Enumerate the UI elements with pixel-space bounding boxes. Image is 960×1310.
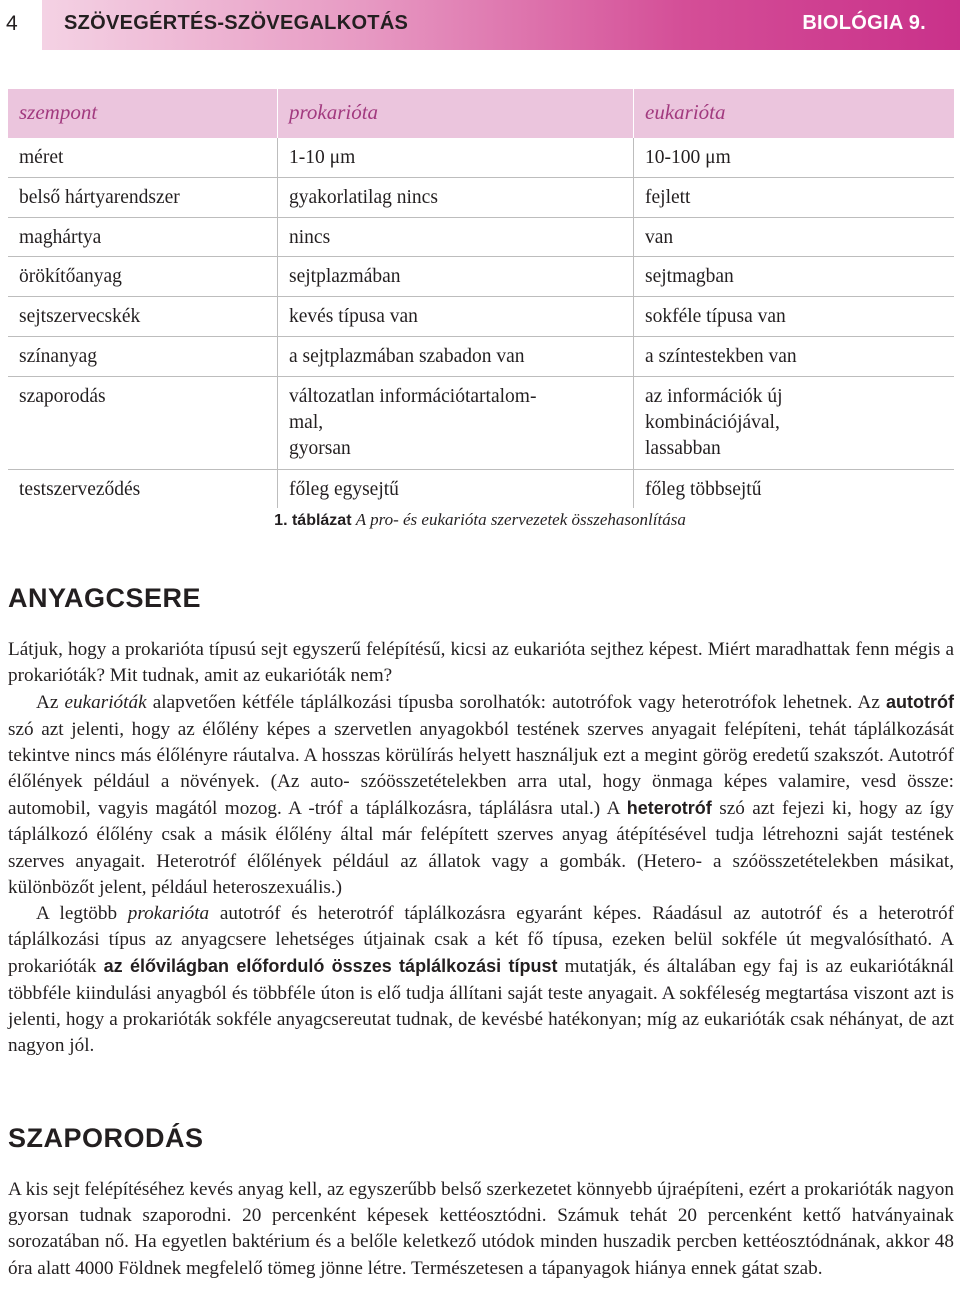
running-title: SZÖVEGÉRTÉS-SZÖVEGALKOTÁS bbox=[64, 12, 409, 34]
table-cell: nincs bbox=[278, 218, 634, 256]
section-szaporodas-body bbox=[8, 1177, 954, 1282]
table-row bbox=[8, 138, 954, 178]
paragraph: Látjuk, hogy a prokarióta típusú sejt egyszerű felépítésű, kicsi az eukarióta sejthez képest. Miért maradhattak fenn mégis a prokarióták? Mit tudnak, amit az eukarióták nem? bbox=[8, 639, 954, 687]
emphasis: eukarióták bbox=[64, 692, 147, 714]
text-run: szó azt fejezi ki, hogy az így táplálkozó élőlény csak a másik élőlény által már felépített szerves anyag átépítésével tudja létrehozni saját testének szerves anyagait. Heterotróf élőlények például az állatok vagy a gombák. (Hetero- a szóösszetételekben másikat, különbözőt jelent, például heteroszexuális.) bbox=[8, 798, 954, 898]
table-cell: maghártya bbox=[8, 218, 278, 256]
table-cell: az információk új kombinációjával, lassabban bbox=[645, 386, 783, 459]
table-cell: sokféle típusa van bbox=[645, 306, 786, 327]
table-cell: főleg többsejtű bbox=[645, 479, 762, 500]
table-cell: testszerveződés bbox=[8, 470, 278, 508]
term-autotrof: autotróf bbox=[886, 692, 955, 713]
table-cell: a sejtplazmában szabadon van bbox=[278, 337, 634, 376]
table-cell: színanyag bbox=[8, 337, 278, 376]
table-row bbox=[8, 470, 954, 508]
table-cell: szaporodás bbox=[8, 377, 278, 469]
table-cell: 10-100 μm bbox=[645, 147, 731, 168]
table-row bbox=[8, 297, 954, 337]
table-cell: sejtplazmában bbox=[278, 257, 634, 296]
page-header bbox=[0, 0, 960, 50]
paragraph: A kis sejt felépítéséhez kevés anyag kell, az egyszerűbb belső szerkezetet könnyebb újraépíteni, ezért a prokarióták nagyon gyorsan tudnak szaporodni. 20 percenként képesek kettéosztódni. Számuk tehát 20 percenként kettő hatványainak sorozatában nő. Ha egyetlen baktérium és a belőle keletkező utódok minden huszadik percben kettéosztódnának, akkor 48 óra alatt 4000 Földnek megfelelő tömeg jönne létre. Természetesen a tápanyagok hiánya ennek gátat szab. bbox=[8, 1179, 954, 1279]
table-cell: méret bbox=[8, 138, 278, 177]
emphasis: prokarióta bbox=[127, 903, 210, 925]
table-caption bbox=[0, 510, 960, 530]
text-run: A legtöbb bbox=[36, 903, 128, 925]
text-run: Az bbox=[36, 692, 65, 714]
table-cell: sejtmagban bbox=[645, 266, 734, 287]
table-header-row bbox=[8, 89, 954, 138]
table-cell: belső hártyarendszer bbox=[8, 178, 278, 217]
caption-label: 1. táblázat bbox=[274, 512, 352, 529]
table-cell: van bbox=[645, 227, 674, 248]
page-number: 4 bbox=[6, 12, 18, 35]
table-cell: örökítőanyag bbox=[8, 257, 278, 296]
section-title-anyagcsere: ANYAGCSERE bbox=[8, 583, 202, 613]
paragraph bbox=[8, 689, 954, 901]
table-cell: gyakorlatilag nincs bbox=[278, 178, 634, 217]
table-cell: főleg egysejtű bbox=[278, 470, 634, 508]
text-run: autotróf és heterotróf táplálkozásra egyaránt képes. Ráadásul az autotróf és a heterotróf táplálkozási típus az anyagcsere lehetséges útjainak csak a két fő típusa, ezeken belül sokféle út megvalósítható. A prokarióták bbox=[8, 903, 954, 978]
table-cell: változatlan információtartalom- mal, gyorsan bbox=[278, 377, 634, 469]
text-run: alapvetően kétféle táplálkozási típusba sorolhatók: autotrófok vagy heterotrófok lehetnek. Az bbox=[146, 692, 887, 714]
table-cell: a színtestekben van bbox=[645, 346, 797, 367]
table-row bbox=[8, 257, 954, 297]
table-header-cell: prokarióta bbox=[278, 89, 634, 138]
table-row bbox=[8, 178, 954, 218]
table-row bbox=[8, 377, 954, 470]
table-cell: 1-10 μm bbox=[278, 138, 634, 177]
section-anyagcsere-body bbox=[8, 637, 954, 1059]
table-header-cell: szempont bbox=[8, 89, 278, 138]
table-row bbox=[8, 337, 954, 377]
term-heterotrof: heterotróf bbox=[626, 798, 712, 819]
table-cell: kevés típusa van bbox=[278, 297, 634, 336]
text-run: szó azt jelenti, hogy az élőlény képes a szervetlen anyagokból testének szerves anyagait felépíteni, tehát táplálkozását tekintve nincs más élőlényre ráutalva. A hosszas körülírás helyett használjuk ezt a megint görög eredetű szakszót. Autotróf élőlények például a növények. (Az auto- szóösszetételekben arra utal, hogy önmaga képes valamire, vesd össze: automobil, vagyis magától mozog. A -tróf a táplálkozásra, táplálásra utal.) A bbox=[8, 718, 954, 820]
table-row bbox=[8, 218, 954, 257]
caption-text: A pro- és eukarióta szervezetek összehasonlítása bbox=[355, 510, 686, 529]
emphasis-strong: az élővilágban előforduló összes táplálkozási típust bbox=[103, 956, 558, 977]
subject-label: BIOLÓGIA 9. bbox=[802, 12, 926, 34]
table-cell: sejtszervecskék bbox=[8, 297, 278, 336]
table-header-cell: eukarióta bbox=[645, 100, 726, 124]
table-cell: fejlett bbox=[645, 187, 691, 208]
comparison-table bbox=[8, 89, 954, 508]
paragraph bbox=[8, 901, 954, 1059]
text-run: mutatják, és általában egy faj is az eukariótáknál többféle kiindulási anyagból és többféle úton is elő tudja állítani saját teste anyagait. A sokféleség megtartása viszont azt is jelenti, hogy a prokarióták sokféle anyagcsereutat tudnak, de kevésbé hatékonyan; míg az eukarióták csak néhányat, de azt nagyon jól. bbox=[8, 956, 954, 1057]
section-title-szaporodas: SZAPORODÁS bbox=[8, 1123, 204, 1153]
